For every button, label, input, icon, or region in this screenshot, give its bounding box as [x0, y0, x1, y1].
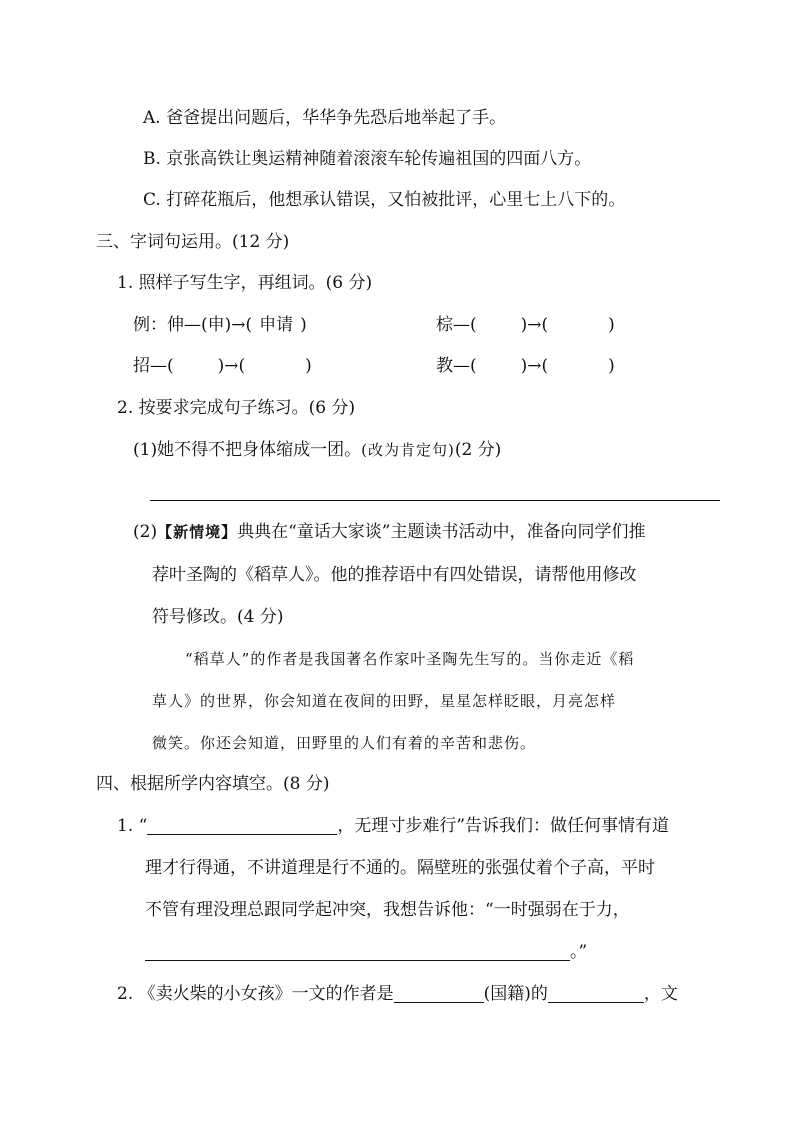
s4-q1-line2: 理才行得通，不讲道理是行不通的。隔壁班的张强仗着个子高，平时	[145, 858, 655, 878]
section3-title: 三、字词句运用。(12 分)	[96, 232, 290, 252]
q2-sub2-line2: 荐叶圣陶的《稻草人》。他的推荐语中有四处错误，请帮他用修改	[152, 565, 637, 585]
q2-sub2-tag: 【新情境】	[157, 523, 238, 541]
s4-q1-num: 1.	[117, 816, 134, 836]
q1-item-jiao	[436, 354, 615, 378]
passage-line1: “稻草人”的作者是我国著名作家叶圣陶先生写的。当你走近《稻	[185, 650, 635, 668]
passage-line2: 草人》的世界，你会知道在夜间的田野，星星怎样眨眼，月亮怎样	[152, 692, 617, 710]
q1-example-suffix: )	[300, 315, 307, 335]
s4-q2-c: ，文	[643, 984, 678, 1004]
section4-title: 四、根据所学内容填空。(8 分)	[96, 774, 330, 794]
q2-sub2-num: (2)	[133, 522, 158, 542]
q1-example-prefix: 例：伸—(申)→(	[133, 315, 253, 335]
q1-example-word: 申请	[259, 315, 294, 335]
s4-q2-b: (国籍)的	[483, 984, 548, 1004]
q2-sub1-answer-line[interactable]	[150, 500, 720, 501]
s4-q1-line3: 不管有理没理总跟同学起冲突，我想告诉他：“一时强弱在于力，	[145, 900, 630, 920]
q2-title: 2. 按要求完成句子练习。(6 分)	[117, 398, 356, 418]
s4-q2-blank-1[interactable]	[394, 984, 484, 1003]
q2-sub2-line3: 符号修改。(4 分)	[152, 607, 284, 627]
q1-item-jiao-suffix: )	[608, 356, 615, 376]
q1-item-zhao-suffix: )	[305, 356, 312, 376]
s4-q1-after-blank: ，无理寸步难行”告诉我们：做任何事情有道	[337, 816, 670, 836]
q2-sub1-req: (改为肯定句)	[361, 441, 455, 459]
q1-item-zong	[436, 313, 615, 337]
q2-sub1-main: (1)她不得不把身体缩成一团。	[133, 440, 362, 460]
q1-item-jiao-prefix: 教—(	[436, 356, 477, 376]
q2-sub2-text1: 典典在“童话大家谈”主题读书活动中，准备向同学们推	[237, 522, 646, 542]
s4-q2-num: 2.	[117, 984, 134, 1004]
q1-item-zhao-prefix: 招—(	[133, 356, 174, 376]
q1-item-zhao-mid: )→(	[217, 356, 246, 376]
option-c: C. 打碎花瓶后，他想承认错误，又怕被批评，心里七上八下的。	[143, 190, 626, 210]
q1-item-zong-suffix: )	[608, 315, 615, 335]
q1-item-zong-mid: )→(	[520, 315, 549, 335]
s4-q1-line1	[117, 814, 669, 838]
q1-item-zhao	[133, 354, 312, 378]
s4-q1-end: 。”	[570, 942, 588, 962]
option-b: B. 京张高铁让奥运精神随着滚滚车轮传遍祖国的四面八方。	[143, 149, 592, 169]
option-a: A. 爸爸提出问题后，华华争先恐后地举起了手。	[143, 108, 507, 128]
s4-q2-a: 《卖火柴的小女孩》一文的作者是	[138, 984, 394, 1004]
s4-q2-line1	[117, 982, 678, 1006]
q2-sub1	[133, 438, 501, 462]
q1-item-jiao-mid: )→(	[520, 356, 549, 376]
q1-title: 1. 照样子写生字，再组词。(6 分)	[117, 273, 373, 293]
s4-q1-line4	[145, 940, 587, 964]
q2-sub1-score: (2 分)	[454, 440, 502, 460]
q1-example	[133, 313, 307, 337]
s4-q1-blank-2[interactable]	[145, 942, 570, 961]
s4-q1-open: “	[138, 816, 148, 836]
q2-sub2-line1	[133, 520, 646, 544]
passage-line3: 微笑。你还会知道，田野里的人们有着的辛苦和悲伤。	[152, 734, 537, 752]
q1-item-zong-prefix: 棕—(	[436, 315, 477, 335]
s4-q2-blank-2[interactable]	[548, 984, 644, 1003]
s4-q1-blank-1[interactable]	[147, 816, 337, 835]
